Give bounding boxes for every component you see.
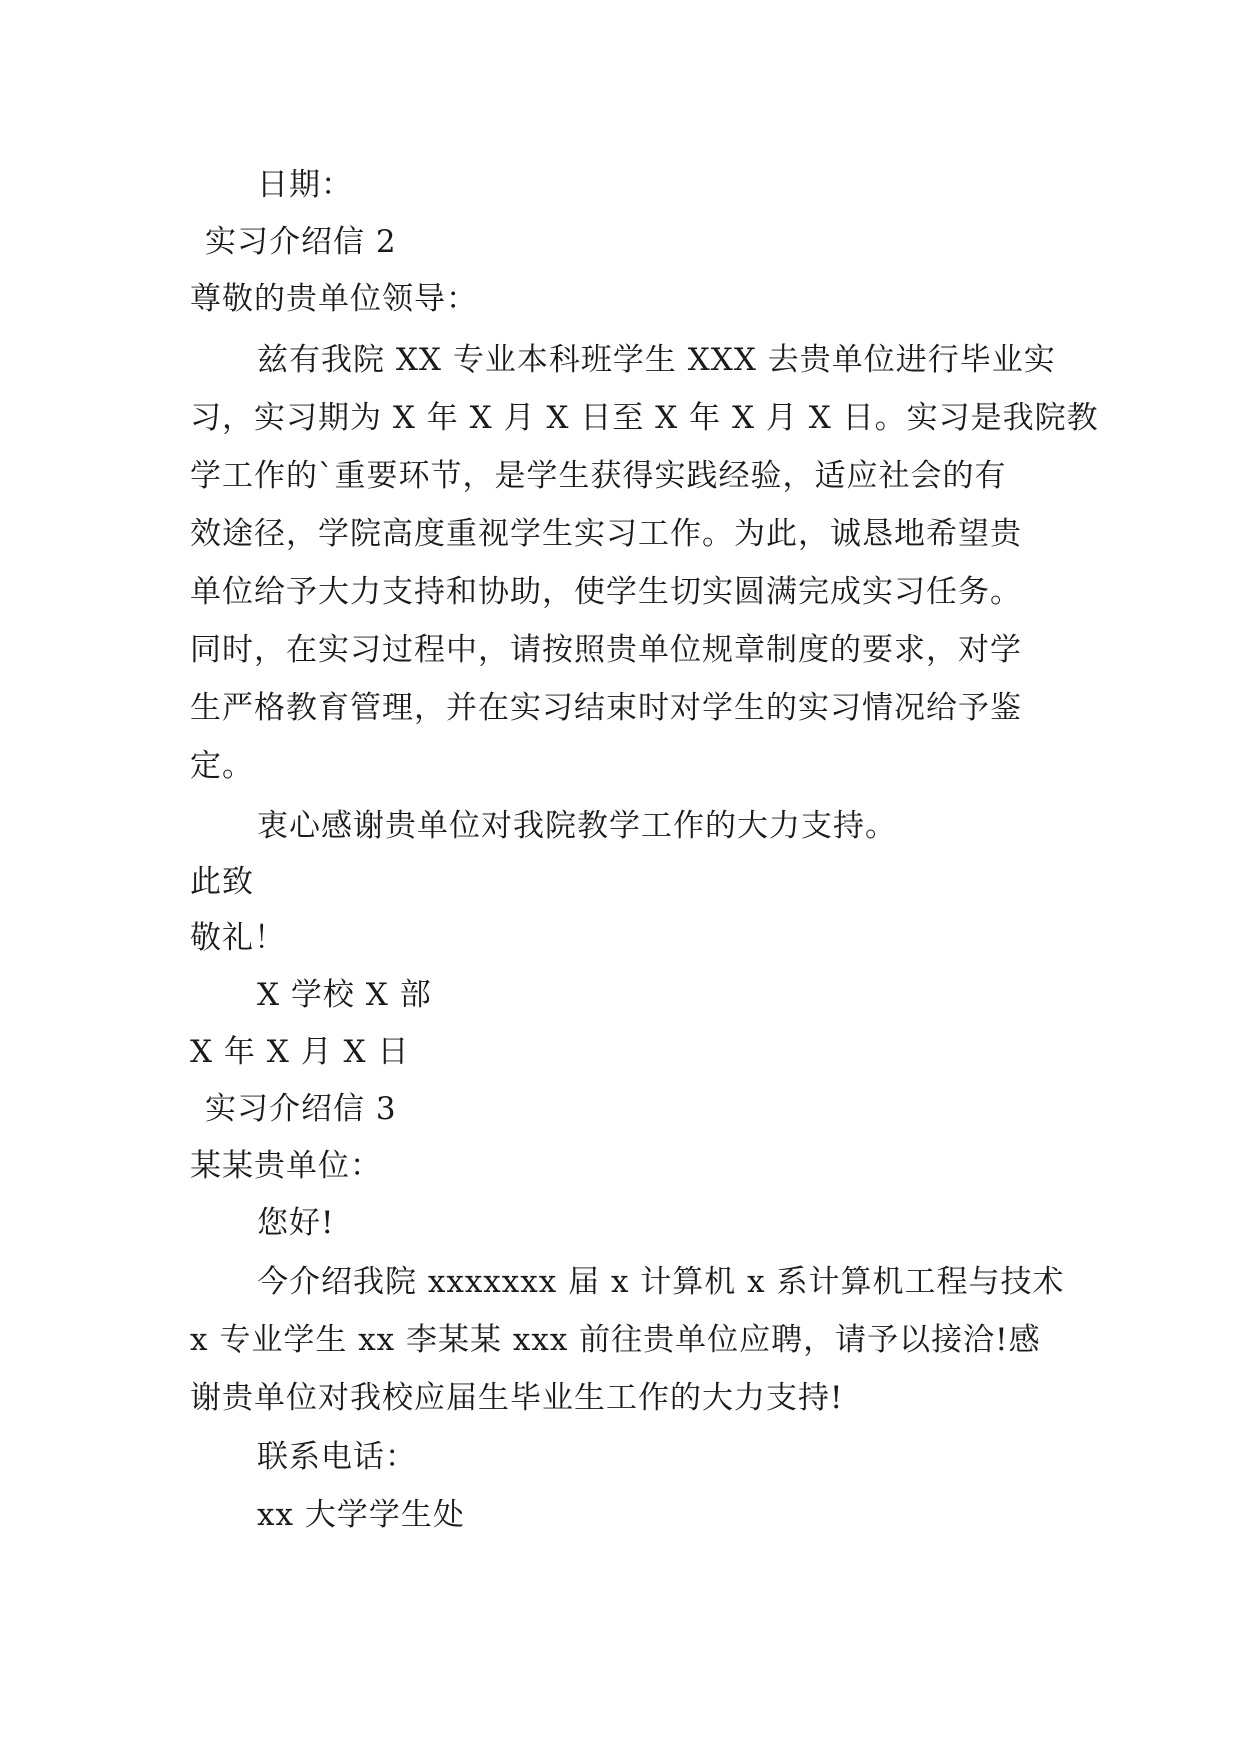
signature: X 学校 X 部 — [257, 977, 432, 1013]
closing-jingli: 敬礼！ — [190, 920, 286, 956]
body-line: 单位给予大力支持和协助，使学生切实圆满完成实习任务。 — [190, 574, 1022, 610]
letter-3-greeting: 您好! — [257, 1205, 335, 1241]
body-line: x 专业学生 xx 李某某 xxx 前往贵单位应聘，请予以接洽!感 — [190, 1322, 1041, 1358]
body-line: 兹有我院 XX 专业本科班学生 XXX 去贵单位进行毕业实 — [257, 342, 1056, 378]
body-line: 今介绍我院 xxxxxxx 届 x 计算机 x 系计算机工程与技术 — [257, 1264, 1065, 1300]
phone-label: 联系电话： — [257, 1439, 417, 1475]
date-label: 日期： — [257, 167, 353, 203]
letter-2-thanks: 衷心感谢贵单位对我院教学工作的大力支持。 — [257, 808, 897, 844]
body-line: 习，实习期为 X 年 X 月 X 日至 X 年 X 月 X 日。实习是我院教 — [190, 400, 1099, 436]
body-line: 学工作的`重要环节，是学生获得实践经验，适应社会的有 — [190, 458, 1007, 494]
body-line: 谢贵单位对我校应届生毕业生工作的大力支持! — [190, 1380, 844, 1416]
body-line: 效途径，学院高度重视学生实习工作。为此，诚恳地希望贵 — [190, 516, 1022, 552]
letter-2-title: 实习介绍信 2 — [205, 224, 397, 260]
letter-2-salutation: 尊敬的贵单位领导： — [190, 281, 478, 317]
sign-date: X 年 X 月 X 日 — [190, 1034, 410, 1070]
body-line: 生严格教育管理，并在实习结束时对学生的实习情况给予鉴 — [190, 690, 1022, 726]
office-name: xx 大学学生处 — [257, 1497, 465, 1533]
body-line: 定。 — [190, 748, 254, 784]
closing-cizhi: 此致 — [190, 864, 254, 900]
body-line: 同时，在实习过程中，请按照贵单位规章制度的要求，对学 — [190, 632, 1022, 668]
letter-3-title: 实习介绍信 3 — [205, 1091, 397, 1127]
letter-3-salutation: 某某贵单位： — [190, 1148, 382, 1184]
